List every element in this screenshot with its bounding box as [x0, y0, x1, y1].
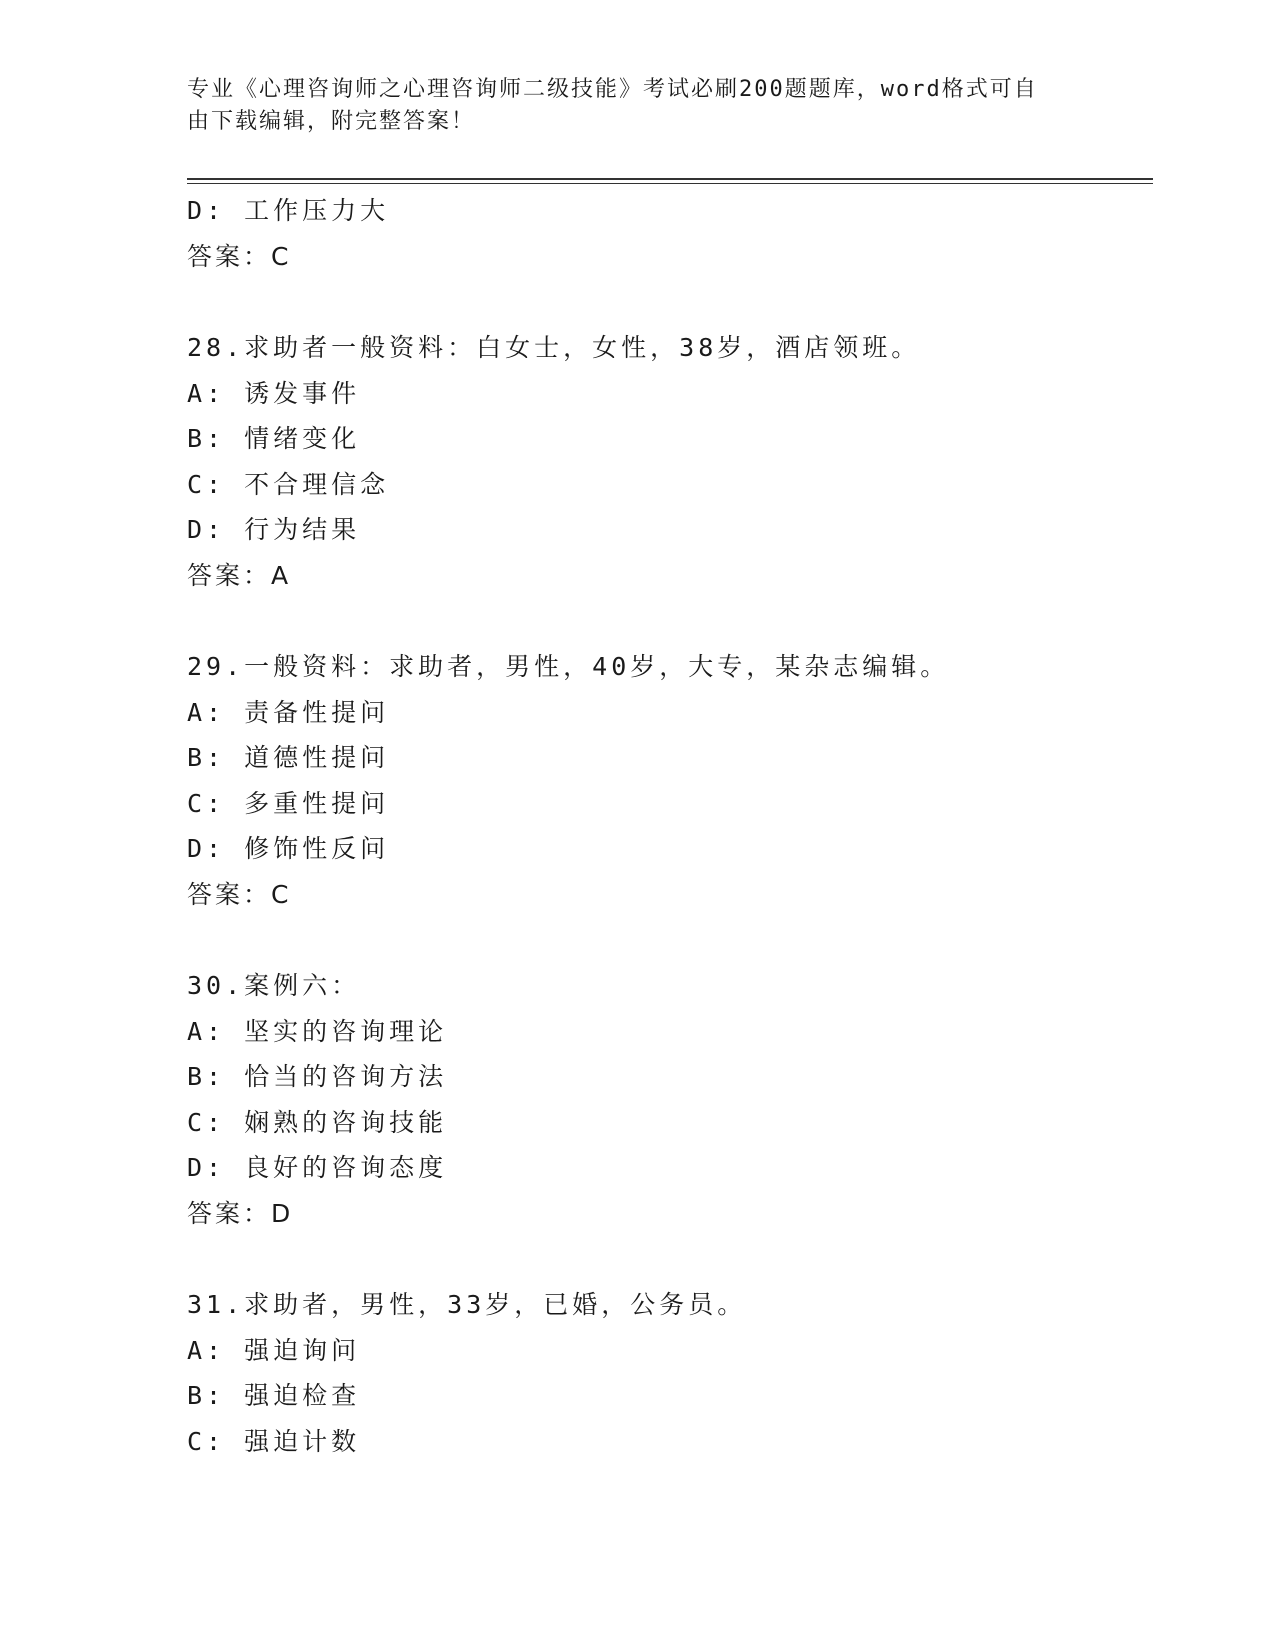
header-divider-thick — [187, 178, 1153, 180]
question-list — [187, 188, 1153, 1464]
option-a: A: 强迫询问 — [187, 1335, 361, 1365]
option-c: C: 娴熟的咨询技能 — [187, 1107, 448, 1137]
header-line-2: 由下载编辑，附完整答案！ — [187, 109, 476, 134]
block-spacer — [187, 1236, 1153, 1282]
document-header — [187, 74, 1067, 138]
question-block — [187, 963, 1153, 1236]
option-d: D: 行为结果 — [187, 515, 361, 544]
option-a: A: 诱发事件 — [187, 378, 361, 408]
answer-line: 答案：A — [187, 560, 292, 590]
option-b: B: 道德性提问 — [187, 743, 390, 772]
option-b: B: 恰当的咨询方法 — [187, 1062, 448, 1091]
question-stem: 31.求助者，男性，33岁，已婚，公务员。 — [187, 1290, 747, 1319]
block-spacer — [187, 598, 1153, 644]
question-block — [187, 1282, 1153, 1464]
option-d: D: 修饰性反问 — [187, 834, 390, 863]
option-d: D: 良好的咨询态度 — [187, 1153, 448, 1182]
question-stem: 29.一般资料：求助者，男性，40岁，大专，某杂志编辑。 — [187, 652, 950, 681]
answer-line: 答案：C — [187, 241, 292, 271]
header-line-1: 专业《心理咨询师之心理咨询师二级技能》考试必刷200题题库，word格式可自 — [187, 77, 1038, 102]
question-stem: 28.求助者一般资料：白女士，女性，38岁，酒店领班。 — [187, 333, 921, 362]
option-c: C: 多重性提问 — [187, 788, 390, 818]
option-a: A: 责备性提问 — [187, 697, 390, 727]
question-stem: 30.案例六： — [187, 971, 361, 1000]
block-spacer — [187, 917, 1153, 963]
option-d: D: 工作压力大 — [187, 196, 390, 225]
question-block — [187, 644, 1153, 917]
option-c: C: 强迫计数 — [187, 1426, 361, 1456]
answer-line: 答案：D — [187, 1198, 294, 1228]
option-b: B: 强迫检查 — [187, 1381, 361, 1410]
option-b: B: 情绪变化 — [187, 424, 361, 453]
question-block — [187, 325, 1153, 598]
question-block — [187, 188, 1153, 279]
answer-line: 答案：C — [187, 879, 292, 909]
header-divider-thin — [187, 183, 1153, 184]
block-spacer — [187, 279, 1153, 325]
option-a: A: 坚实的咨询理论 — [187, 1016, 448, 1046]
option-c: C: 不合理信念 — [187, 469, 390, 499]
